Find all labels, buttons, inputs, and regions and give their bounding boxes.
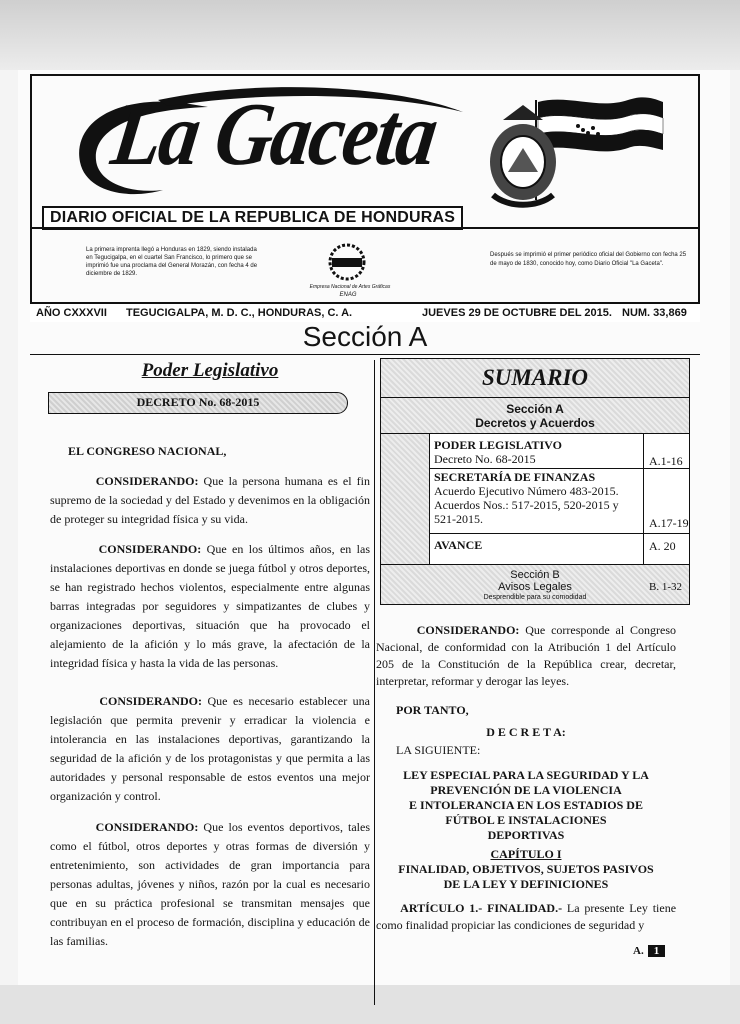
history-note-left: La primera imprenta llegó a Honduras en 1829, siendo instalada en Tegucigalpa, en el cuartel San Francisco, lo primero que se imprimió fue una proclama del General Morazán, con fecha 4 de diciembre de 1829. xyxy=(86,247,258,277)
dateline-number: NUM. 33,869 xyxy=(622,307,687,319)
section-a-label: Sección A xyxy=(506,402,564,416)
law-title-line: DEPORTIVAS xyxy=(487,828,565,842)
chapter-title xyxy=(376,862,676,892)
page-footer xyxy=(633,945,665,957)
history-note-right: Después se imprimió el primer periódico oficial del Gobierno con fecha 25 de mayo de 1830, conocido hoy, como Diario Oficial "La Gaceta". xyxy=(490,252,687,267)
gaceta-logo-text: La Gaceta xyxy=(106,85,442,185)
considerando-2 xyxy=(50,540,370,673)
article-lead: ARTÍCULO 1.- FINALIDAD.- xyxy=(400,901,563,915)
toc-divider xyxy=(430,533,689,534)
enag-caption: Empresa Nacional de Artes Gráficas xyxy=(309,284,391,290)
section-b-page-ref: B. 1-32 xyxy=(649,581,682,593)
toc-entry-line: Acuerdos Nos.: 517-2015, 520-2015 y xyxy=(434,498,619,512)
sumario-box xyxy=(380,358,690,605)
footer-page-number: 1 xyxy=(648,945,666,957)
section-a-subtitle: Decretos y Acuerdos xyxy=(475,416,595,430)
toc-page-ref: A.17-19 xyxy=(649,516,689,530)
considerando-lead: CONSIDERANDO: xyxy=(95,474,199,488)
scan-margin-top xyxy=(0,0,740,70)
scan-margin-bottom xyxy=(0,985,740,1024)
law-title-line: E INTOLERANCIA EN LOS ESTADIOS DE xyxy=(409,798,643,812)
enag-short-name: ENAG xyxy=(339,292,357,298)
enag-logo xyxy=(322,242,372,284)
toc-entry-heading: AVANCE xyxy=(434,538,483,552)
law-title xyxy=(376,768,676,843)
sumario-title: SUMARIO xyxy=(481,365,589,390)
masthead-divider xyxy=(30,227,700,229)
chapter-heading: CAPÍTULO I xyxy=(490,847,562,861)
considerando-1 xyxy=(50,472,370,529)
article-text: La presente Ley tiene como finalidad propiciar las condiciones de seguridad y xyxy=(376,901,677,932)
sumario-divider xyxy=(381,564,689,565)
considerando-lead: CONSIDERANDO: xyxy=(98,542,202,556)
considerando-lead: CONSIDERANDO: xyxy=(95,820,199,834)
toc-entry-heading: SECRETARÍA DE FINANZAS xyxy=(434,470,596,484)
toc-entry-heading: PODER LEGISLATIVO xyxy=(434,438,562,452)
considerando-text: Que corresponde al Congreso Nacional, de conformidad con la Atribución 1 del Artículo 205 de la Constitución de la República crear, decretar, interpretar, reformar y derogar las leyes. xyxy=(376,623,677,688)
decreta: D E C R E T A: xyxy=(486,725,566,739)
dateline-date: JUEVES 29 DE OCTUBRE DEL 2015. xyxy=(422,307,612,319)
chapter-title-line: FINALIDAD, OBJETIVOS, SUJETOS PASIVOS xyxy=(398,862,654,876)
gazette-page xyxy=(18,70,730,985)
considerando-text: Que en los últimos años, en las instalaciones deportivas en donde se juega fútbol y otros deportes, se han registrado hechos violentos, especialmente entre algunas barras integradas por seguidores y simpatizantes de clubes y organizaciones deportivas, situación que ha provocado el alejamiento de la afición y lo más grave, la afectación de la integridad física y hasta la vida de las personas. xyxy=(50,542,371,670)
considerando-text: Que es necesario establecer una legislación que permita prevenir y erradicar la violencia e intolerancia en las instalaciones deportivas, garantizando la seguridad de la afición y de los protagonistas y que permita a las autoridades y personal responsable de estos eventos una mejor organización y control. xyxy=(50,694,371,803)
toc-entry-line: Decreto No. 68-2015 xyxy=(434,452,536,466)
toc-page-ref: A.1-16 xyxy=(649,454,683,468)
considerando-5 xyxy=(376,622,676,690)
toc-page-divider xyxy=(643,434,644,564)
footer-section: A. xyxy=(633,945,644,957)
chapter-title-line: DE LA LEY Y DEFINICIONES xyxy=(443,877,609,891)
law-title-line: LEY ESPECIAL PARA LA SEGURIDAD Y LA xyxy=(403,768,649,782)
dateline-place: TEGUCIGALPA, M. D. C., HONDURAS, C. A. xyxy=(126,307,353,319)
toc-entry-line: Acuerdo Ejecutivo Número 483-2015. xyxy=(434,484,619,498)
dateline xyxy=(30,302,700,322)
toc-page-ref: A. 20 xyxy=(649,539,676,553)
considerando-text: Que los eventos deportivos, tales como el fútbol, otros deportes y otras formas de diversión y entretenimiento, son actividades de gran importancia para personas adultas, jóvenes y niños, razón por la cual es necesario que en su práctica profesional se transmitan mensajes que contribuyan en el proceso de formación, disciplina y educación de las familias. xyxy=(50,820,371,948)
section-b-subtitle: Avisos Legales xyxy=(498,581,572,593)
sumario-section-a xyxy=(381,402,689,430)
sumario-section-b xyxy=(381,569,689,593)
considerando-lead: CONSIDERANDO: xyxy=(99,694,203,708)
considerando-text: Que la persona humana es el fin supremo de la sociedad y del Estado y devenimos en la obligación de proteger su integridad física y su vida. xyxy=(50,474,370,526)
law-title-line: PREVENCIÓN DE LA VIOLENCIA xyxy=(430,783,622,797)
coat-of-arms-flag xyxy=(478,90,668,210)
toc-entry-line: 521-2015. xyxy=(434,512,483,526)
considerando-4 xyxy=(50,818,370,951)
section-b-label: Sección B xyxy=(510,569,560,581)
decree-number-box: DECRETO No. 68-2015 xyxy=(48,392,348,414)
law-title-line: FÚTBOL E INSTALACIONES xyxy=(445,813,607,827)
column-divider xyxy=(374,360,375,1005)
dateline-year: AÑO CXXXVII xyxy=(36,307,107,319)
section-title: Sección A xyxy=(30,320,700,355)
sumario-divider xyxy=(381,397,689,398)
article-1 xyxy=(376,900,676,934)
poder-legislativo-heading: Poder Legislativo xyxy=(141,360,279,381)
congress-heading: EL CONGRESO NACIONAL, xyxy=(68,444,227,458)
la-siguiente: LA SIGUIENTE: xyxy=(396,743,481,757)
section-b-note: Desprendible para su comodidad xyxy=(483,594,587,601)
official-banner: DIARIO OFICIAL DE LA REPUBLICA DE HONDURAS xyxy=(42,206,463,230)
considerando-3 xyxy=(50,692,370,806)
considerando-lead: CONSIDERANDO: xyxy=(416,623,520,637)
left-column xyxy=(44,360,364,414)
por-tanto: POR TANTO, xyxy=(396,703,469,717)
